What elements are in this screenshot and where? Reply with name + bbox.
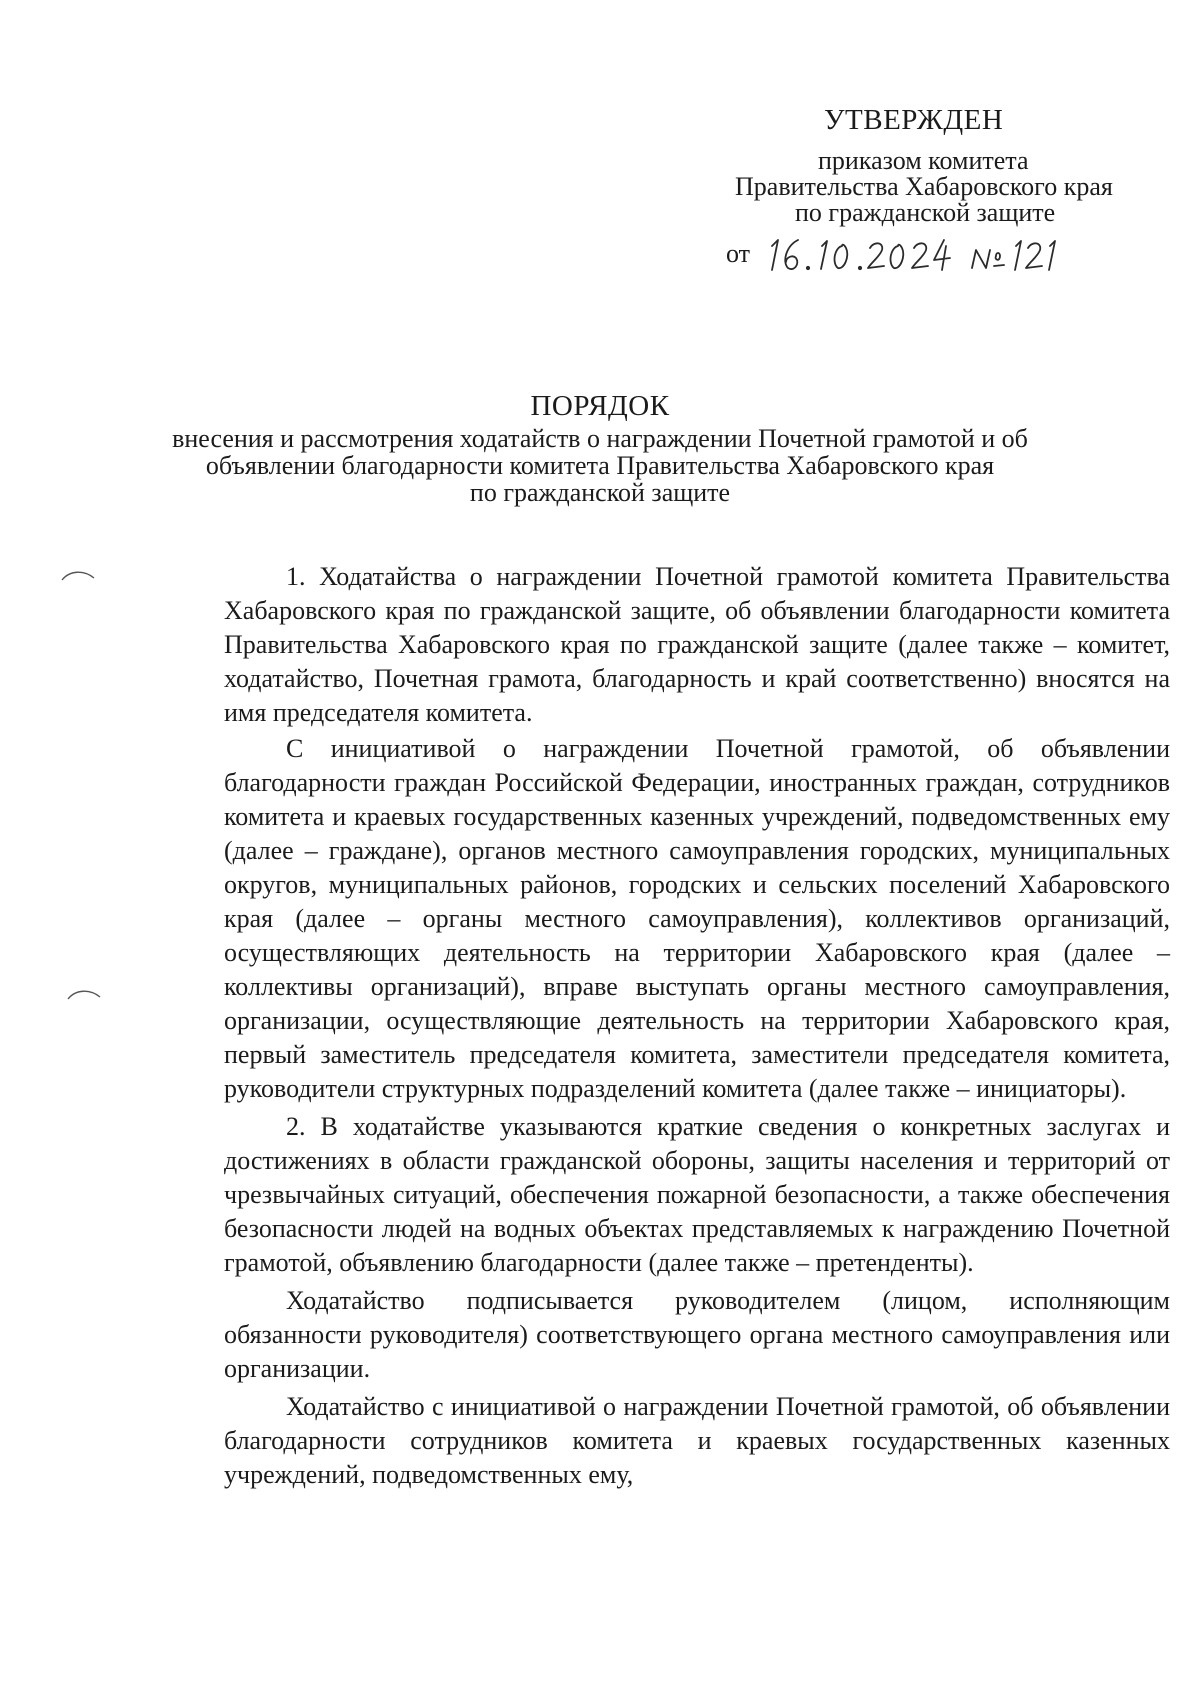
- approval-line-order: приказом комитета: [818, 146, 1029, 175]
- document-subtitle-line-2: объявлении благодарности комитета Правительства Хабаровского края: [205, 451, 995, 480]
- approval-line-civil-defense: по гражданской защите: [795, 198, 1056, 227]
- document-subtitle-line-1: внесения и рассмотрения ходатайств о награждении Почетной грамотой и об: [172, 424, 1028, 453]
- approval-date-line: [726, 232, 1064, 276]
- approval-title: УТВЕРЖДЕН: [824, 104, 1004, 136]
- paragraph-2-signature: Ходатайство подписывается руководителем (лицом, исполняющим обязанности руководителя) соответствующего органа местного самоуправления или организации.: [224, 1286, 1170, 1383]
- paragraph-2-employees: Ходатайство с инициативой о награждении Почетной грамотой, об объявлении благодарности сотрудников комитета и краевых государственных казенных учреждений, подведомственных ему,: [224, 1392, 1170, 1489]
- document-body: [224, 560, 1170, 1496]
- scan-mark-upper: [58, 566, 98, 586]
- document-subtitle-line-3: по гражданской защите: [469, 478, 731, 507]
- approval-line-government: Правительства Хабаровского края: [735, 172, 1113, 201]
- scan-mark-lower: [64, 985, 104, 1005]
- date-prefix: от: [726, 239, 751, 268]
- document-title: ПОРЯДОК: [530, 390, 670, 422]
- paragraph-1: 1. Ходатайства о награждении Почетной грамотой комитета Правительства Хабаровского края по гражданской защите, об объявлении благодарности комитета Правительства Хабаровского края по гражданской защите (далее также – комитет, ходатайство, Почетная грамота, благодарность и край соответственно) вносятся на имя председателя комитета.: [224, 562, 1170, 727]
- handwritten-date-number: [764, 232, 1064, 276]
- paragraph-1-initiators: С инициативой о награждении Почетной грамотой, об объявлении благодарности граждан Российской Федерации, иностранных граждан, сотрудников комитета и краевых государственных казенных учреждений, подведомственных ему (далее – граждане), органов местного самоуправления городских, муниципальных округов, муниципальных районов, городских и сельских поселений Хабаровского края (далее – органы местного самоуправления), коллективов организаций, осуществляющих деятельность на территории Хабаровского края (далее – коллективы организаций), вправе выступать органы местного самоуправления, организации, осуществляющие деятельность на территории Хабаровского края, первый заместитель председателя комитета, заместители председателя комитета, руководители структурных подразделений комитета (далее также – инициаторы).: [224, 734, 1170, 1103]
- paragraph-2: 2. В ходатайстве указываются краткие сведения о конкретных заслугах и достижениях в области гражданской обороны, защиты населения и территорий от чрезвычайных ситуаций, обеспечения пожарной безопасности, а также обеспечения безопасности людей на водных объектах представляемых к награждению Почетной грамотой, объявлению благодарности (далее также – претенденты).: [224, 1112, 1170, 1277]
